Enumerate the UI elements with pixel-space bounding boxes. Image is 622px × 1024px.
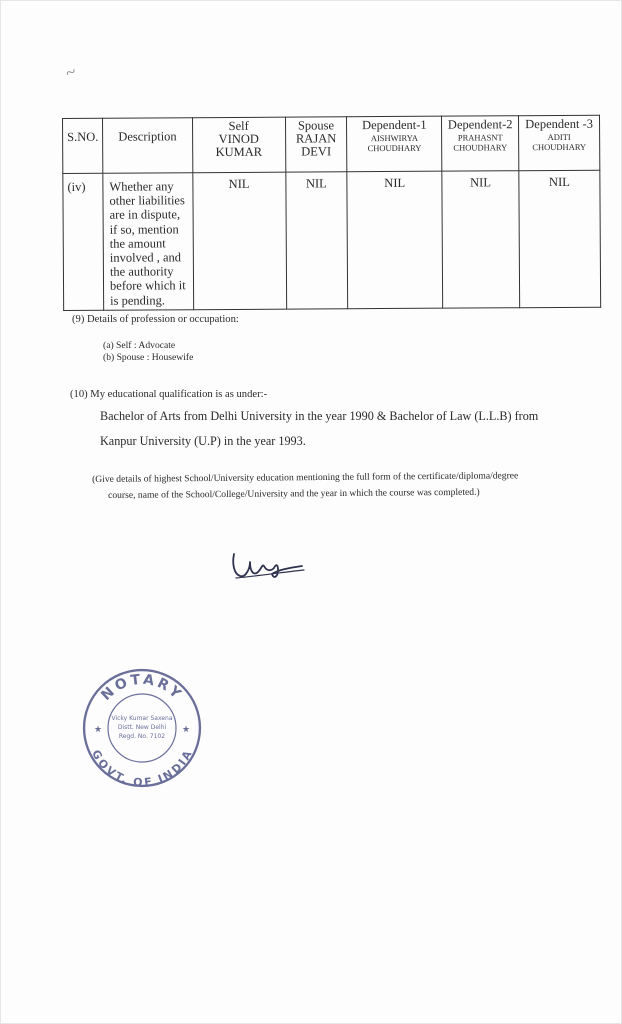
header-description: Description bbox=[102, 118, 192, 174]
header-spouse: Spouse RAJAN DEVI bbox=[285, 117, 347, 172]
qualification-line-2: Kanpur University (U.P) in the year 1993. bbox=[100, 434, 306, 448]
cell-self: NIL bbox=[193, 172, 287, 310]
header-dependent-2: Dependent-2 PRAHASNT CHOUDHARY bbox=[442, 116, 519, 171]
profession-self: (a) Self : Advocate bbox=[103, 340, 176, 351]
cell-dependent-3: NIL bbox=[519, 170, 601, 307]
seal-inner-line-1: Vicky Kumar Saxena bbox=[111, 715, 173, 722]
instruction-note-line-2: course, name of the School/College/University and the year in which the course was completed.) bbox=[108, 486, 480, 501]
cell-spouse: NIL bbox=[285, 172, 348, 309]
signature bbox=[228, 548, 308, 584]
seal-star-left-icon: ★ bbox=[94, 725, 103, 735]
instruction-note-line-1: (Give details of highest School/University education mentioning the full form of the certificate/diploma/degree bbox=[92, 470, 519, 485]
header-self: Self VINOD KUMAR bbox=[192, 117, 285, 173]
section-10-heading: (10) My educational qualification is as under:- bbox=[70, 389, 268, 400]
liabilities-table bbox=[62, 115, 601, 311]
table-header-row bbox=[63, 115, 600, 173]
seal-top-text: NOTARY bbox=[98, 671, 186, 704]
header-dependent-1: Dependent-1 AISHWIRYA CHOUDHARY bbox=[347, 116, 442, 172]
section-9-heading: (9) Details of profession or occupation: bbox=[72, 314, 239, 325]
profession-spouse: (b) Spouse : Housewife bbox=[103, 352, 194, 363]
cell-sno: (iv) bbox=[63, 173, 104, 310]
seal-bottom-text: GOVT. OF INDIA bbox=[89, 747, 195, 790]
header-dependent-3: Dependent -3 ADITI CHOUDHARY bbox=[519, 115, 600, 170]
seal-star-right-icon: ★ bbox=[182, 725, 191, 735]
seal-inner-line-3: Regd. No. 7102 bbox=[118, 733, 166, 740]
pen-mark: ~ bbox=[62, 60, 79, 84]
cell-dependent-2: NIL bbox=[442, 171, 520, 308]
seal-inner-line-2: Distt. New Delhi bbox=[117, 724, 167, 731]
notary-seal bbox=[80, 666, 204, 790]
cell-description: Whether any other liabilities are in dispute, if so, mention the amount involved , and the authority before which it is pending. bbox=[103, 173, 194, 311]
cell-dependent-1: NIL bbox=[347, 171, 443, 309]
svg-text:GOVT. OF INDIA bbox=[89, 748, 195, 789]
qualification-line-1: Bachelor of Arts from Delhi University in the year 1990 & Bachelor of Law (L.L.B) from bbox=[100, 409, 539, 423]
header-sno: S.NO. bbox=[63, 118, 103, 173]
table-row bbox=[63, 170, 601, 310]
svg-text:NOTARY bbox=[98, 672, 186, 704]
